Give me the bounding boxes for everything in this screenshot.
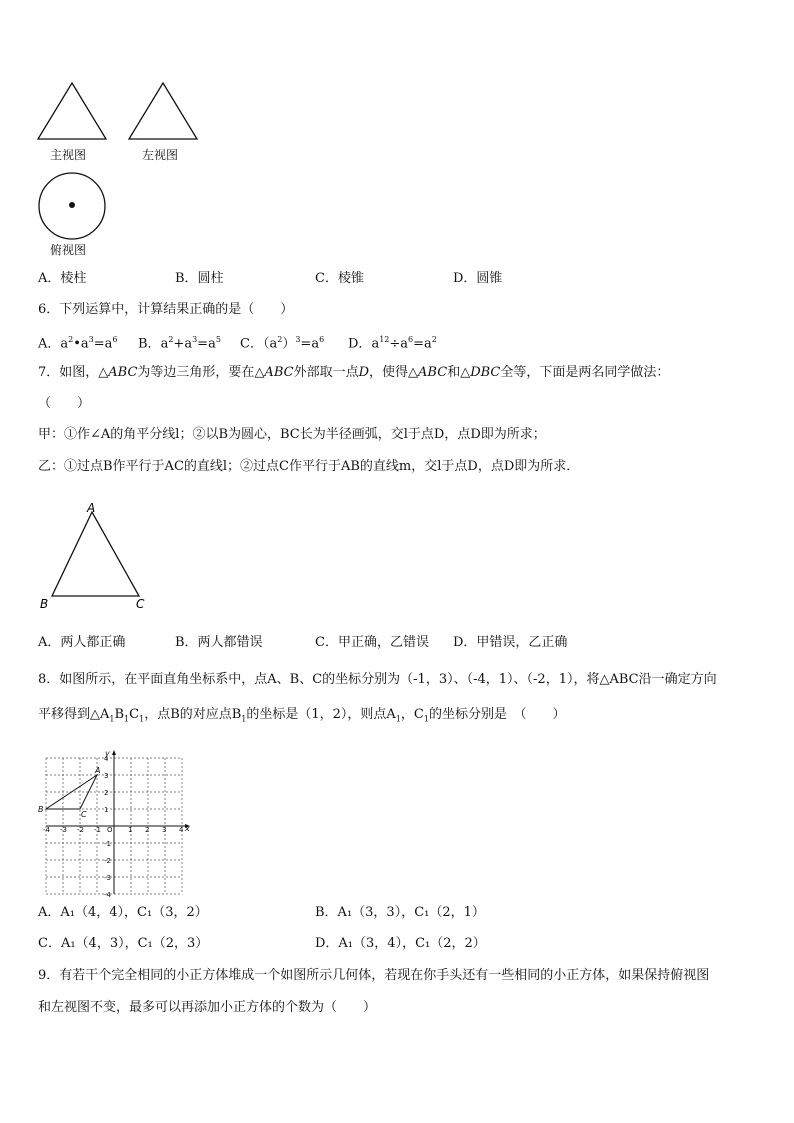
q7-stem: 7．如图，△ABC为等边三角形，要在△ABC外部取一点D，使得△ABC和△DBC全等，下面是两名同学做法： [38,365,670,380]
q6-option-d[interactable]: D．$a^{12}\div a^6=a^2$ [348,335,437,352]
point-c-label: C [81,810,87,819]
q5-option-c[interactable]: C．棱锥 [315,271,364,286]
x-tick-label: 2 [145,826,150,834]
y-tick-label: -2 [104,857,111,865]
q7-option-a[interactable]: A．两人都正确 [38,635,126,650]
q7-label-b: B [40,597,49,611]
q7-method-yi: 乙：①过点B作平行于AC的直线l；②过点C作平行于AB的直线m，交l于点D，点D即为所求． [38,459,580,474]
x-tick-label: O [107,826,113,834]
y-tick-label: 2 [104,789,109,797]
q6-option-c[interactable]: C．$(a^2)^3=a^6$ [240,335,325,352]
x-tick-label: 3 [162,826,167,834]
left-view-label: 左视图 [142,148,179,162]
q6-option-a[interactable]: A．$a^2•a^3=a^6$ [38,335,118,352]
q9-stem-line1: 9．有若干个完全相同的小正方体堆成一个如图所示几何体，若现在你手头还有一些相同的小正方体，如果保持俯视图 [38,968,710,983]
q8-option-c[interactable]: C．A₁（4，3），C₁（2，3） [38,936,209,951]
q5-option-b[interactable]: B．圆柱 [175,271,224,286]
y-tick-label: -1 [104,840,111,848]
point-a-label: A [95,766,101,775]
q8-stem-line1: 8．如图所示，在平面直角坐标系中，点A、B、C的坐标分别为（-1，3）、（-4，1）、（-2，1），将△ABC沿一确定方向 [38,672,717,687]
x-tick-label: 4 [179,826,184,834]
x-tick-label: -2 [77,826,84,834]
q5-option-a[interactable]: A．棱柱 [38,271,87,286]
q7-method-jia: 甲：①作∠A的角平分线l；②以B为圆心，BC长为半径画弧，交l于点D，点D即为所求； [38,427,546,442]
x-tick-label: -4 [43,826,50,834]
y-tick-label: 3 [104,772,109,780]
triangle-abc [46,775,97,809]
q9-stem-line2: 和左视图不变，最多可以再添加小正方体的个数为（ ） [38,1000,377,1015]
q7-paren: （ ） [38,396,91,411]
point-b-label: B [38,805,44,814]
q5-option-d[interactable]: D．圆锥 [453,271,503,286]
y-axis-arrow [112,750,116,755]
left-view-figure [127,80,199,142]
q6-stem: 6．下列运算中，计算结果正确的是（ ） [38,302,294,317]
y-tick-label: 4 [104,755,109,763]
q7-option-c[interactable]: C．甲正确，乙错误 [315,635,429,650]
y-tick-label: -3 [104,874,111,882]
x-tick-label: 1 [128,826,133,834]
y-axis-label: y [105,749,110,758]
q8-option-d[interactable]: D．A₁（3，4），C₁（2，2） [315,936,486,951]
q7-label-a: A [87,501,96,515]
q7-triangle-figure [36,502,156,614]
q7-option-b[interactable]: B．两人都错误 [175,635,263,650]
q8-option-b[interactable]: B．A₁（3，3），C₁（2，1） [315,905,485,920]
q7-label-c: C [136,597,145,611]
top-view-label: 俯视图 [50,243,87,257]
q6-option-b[interactable]: B．$a^2+a^3=a^5$ [138,335,221,352]
q8-coordinate-grid [36,736,196,899]
y-tick-label: -4 [104,891,111,899]
x-axis-label: x [185,824,190,833]
q7-option-d[interactable]: D．甲错误，乙正确 [453,635,568,650]
q8-option-a[interactable]: A．A₁（4，4），C₁（3，2） [38,905,208,920]
q8-stem-line2: 平移得到$\triangle A_1B_1C_1$，点B的对应点$B_1$的坐标是（1，2），则点$A_1$，$C_1$的坐标分别是 （ ） [38,707,566,724]
y-tick-label: 1 [104,806,109,814]
front-view-label: 主视图 [50,148,87,162]
front-view-figure [36,80,108,142]
x-tick-label: -1 [94,826,101,834]
top-view-figure [36,170,108,242]
x-tick-label: -3 [60,826,67,834]
